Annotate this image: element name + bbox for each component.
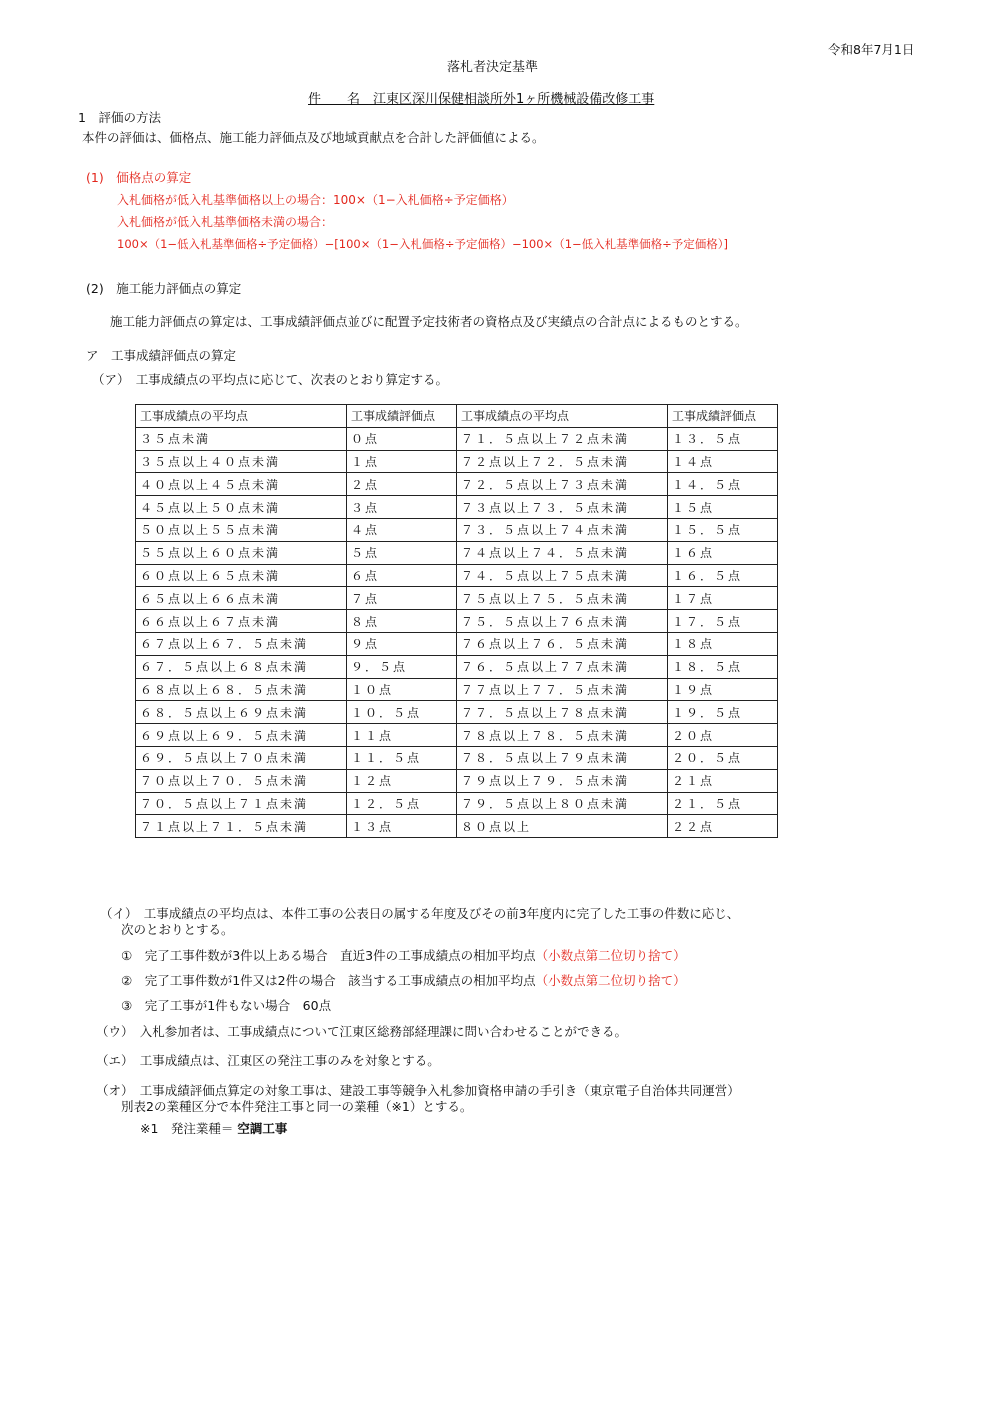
table-cell: ７１点以上７１．５点未満 (136, 815, 347, 838)
table-cell: １８．５点 (668, 655, 778, 678)
table-cell: １６．５点 (668, 564, 778, 587)
industry-note-label: ※1 発注業種＝ (140, 1121, 234, 1136)
table-cell: １９点 (668, 678, 778, 701)
table-row (136, 678, 778, 701)
score-table-body (136, 405, 778, 838)
table-row (136, 655, 778, 678)
case-1 (121, 948, 686, 964)
table-cell: ３点 (347, 496, 457, 519)
table-cell: ７５．５点以上７６点未満 (457, 610, 668, 633)
table-cell: １４．５点 (668, 473, 778, 496)
table-cell: ５点 (347, 541, 457, 564)
table-cell: ４点 (347, 518, 457, 541)
table-cell: ６９．５点以上７０点未満 (136, 746, 347, 769)
table-cell: ６点 (347, 564, 457, 587)
table-row (136, 541, 778, 564)
table-cell: ７９．５点以上８０点未満 (457, 792, 668, 815)
evaluation-intro: 本件の評価は、価格点、施工能力評価点及び地域貢献点を合計した評価値による。 (82, 130, 545, 145)
table-row (136, 564, 778, 587)
table-cell: ２０．５点 (668, 746, 778, 769)
table-row (136, 769, 778, 792)
subject-line: 件 名 江東区深川保健相談所外1ヶ所機械設備改修工事 (308, 92, 655, 107)
table-cell: ５５点以上６０点未満 (136, 541, 347, 564)
table-cell: ４５点以上５０点未満 (136, 496, 347, 519)
table-cell: １３点 (347, 815, 457, 838)
table-cell: ６７点以上６７．５点未満 (136, 632, 347, 655)
document-date: 令和8年7月1日 (828, 42, 915, 57)
table-cell: ５０点以上５５点未満 (136, 518, 347, 541)
table-cell: ９．５点 (347, 655, 457, 678)
table-cell: ７４．５点以上７５点未満 (457, 564, 668, 587)
industry-note-value: 空調工事 (237, 1121, 288, 1136)
table-cell: ７点 (347, 587, 457, 610)
table-cell: ７７点以上７７．５点未満 (457, 678, 668, 701)
section-u: （ウ） 入札参加者は、工事成績点について江東区総務部経理課に問い合わせることができる。 (96, 1024, 628, 1039)
price-formula-3: 100×（1−低入札基準価格÷予定価格）−[100×（1−入札価格÷予定価格）−100×（1−低入札基準価格÷予定価格）] (117, 237, 729, 251)
table-cell: １７点 (668, 587, 778, 610)
table-row (136, 815, 778, 838)
price-heading: (1) 価格点の算定 (86, 170, 192, 185)
table-cell: ７４点以上７４．５点未満 (457, 541, 668, 564)
table-row (136, 724, 778, 747)
table-cell: ７８点以上７８．５点未満 (457, 724, 668, 747)
table-row (136, 746, 778, 769)
table-cell: ７５点以上７５．５点未満 (457, 587, 668, 610)
table-cell: ３５点未満 (136, 427, 347, 450)
table-cell: ２２点 (668, 815, 778, 838)
table-cell: １０．５点 (347, 701, 457, 724)
table-cell: ６６点以上６７点未満 (136, 610, 347, 633)
header-cell: 工事成績評価点 (347, 405, 457, 428)
table-cell: ８点 (347, 610, 457, 633)
table-cell: ３５点以上４０点未満 (136, 450, 347, 473)
table-row (136, 701, 778, 724)
table-cell: ９点 (347, 632, 457, 655)
table-cell: １５点 (668, 496, 778, 519)
section-o-line-1: （オ） 工事成績評価点算定の対象工事は、建設工事等競争入札参加資格申請の手引き（東京電子自治体共同運営） (96, 1083, 740, 1098)
section-o-line-2: 別表2の業種区分で本件発注工事と同一の業種（※1）とする。 (121, 1099, 473, 1114)
table-cell: １２．５点 (347, 792, 457, 815)
table-cell: １６点 (668, 541, 778, 564)
table-cell: ２１点 (668, 769, 778, 792)
table-cell: ７３点以上７３．５点未満 (457, 496, 668, 519)
table-row (136, 450, 778, 473)
table-cell: ７０点以上７０．５点未満 (136, 769, 347, 792)
table-cell: １点 (347, 450, 457, 473)
table-cell: １１．５点 (347, 746, 457, 769)
table-row (136, 587, 778, 610)
table-cell: １１点 (347, 724, 457, 747)
header-cell: 工事成績点の平均点 (457, 405, 668, 428)
section-e: （エ） 工事成績点は、江東区の発注工事のみを対象とする。 (96, 1053, 440, 1068)
table-cell: ０点 (347, 427, 457, 450)
table-cell: ７６．５点以上７７点未満 (457, 655, 668, 678)
table-cell: ６８点以上６８．５点未満 (136, 678, 347, 701)
case-2 (121, 973, 686, 989)
table-cell: ２１．５点 (668, 792, 778, 815)
table-cell: １０点 (347, 678, 457, 701)
table-cell: ７０．５点以上７１点未満 (136, 792, 347, 815)
score-table (135, 404, 778, 838)
section-i-line-2: 次のとおりとする。 (121, 922, 234, 937)
table-cell: ７８．５点以上７９点未満 (457, 746, 668, 769)
price-formula-1: 入札価格が低入札基準価格以上の場合：100×（1−入札価格÷予定価格） (117, 193, 514, 207)
table-cell: ７９点以上７９．５点未満 (457, 769, 668, 792)
table-row (136, 427, 778, 450)
table-cell: ４０点以上４５点未満 (136, 473, 347, 496)
section-a-sub: （ア） 工事成績点の平均点に応じて、次表のとおり算定する。 (92, 372, 449, 387)
table-cell: ６０点以上６５点未満 (136, 564, 347, 587)
capability-text: 施工能力評価点の算定は、工事成績評価点並びに配置予定技術者の資格点及び実績点の合計点によるものとする。 (110, 314, 748, 329)
table-cell: １３．５点 (668, 427, 778, 450)
header-cell: 工事成績評価点 (668, 405, 778, 428)
case-1-note: （小数点第二位切り捨て） (535, 948, 686, 963)
table-row (136, 610, 778, 633)
table-cell: １４点 (668, 450, 778, 473)
table-cell: １５．５点 (668, 518, 778, 541)
header-cell: 工事成績点の平均点 (136, 405, 347, 428)
table-cell: ６５点以上６６点未満 (136, 587, 347, 610)
table-cell: ７７．５点以上７８点未満 (457, 701, 668, 724)
table-row (136, 473, 778, 496)
section-1-heading: 1 評価の方法 (78, 110, 161, 125)
table-cell: １２点 (347, 769, 457, 792)
case-2-note: （小数点第二位切り捨て） (535, 973, 686, 988)
industry-note (140, 1121, 287, 1137)
case-3: ③ 完了工事が1件もない場合 60点 (121, 998, 332, 1013)
table-cell: ６７．５点以上６８点未満 (136, 655, 347, 678)
table-cell: ７３．５点以上７４点未満 (457, 518, 668, 541)
table-cell: ６８．５点以上６９点未満 (136, 701, 347, 724)
table-cell: ２０点 (668, 724, 778, 747)
table-cell: １７．５点 (668, 610, 778, 633)
table-cell: ６９点以上６９．５点未満 (136, 724, 347, 747)
table-cell: ７１．５点以上７２点未満 (457, 427, 668, 450)
table-cell: １８点 (668, 632, 778, 655)
price-formula-2: 入札価格が低入札基準価格未満の場合： (117, 215, 334, 229)
capability-heading: (2) 施工能力評価点の算定 (86, 281, 242, 296)
section-a-heading: ア 工事成績評価点の算定 (86, 348, 237, 363)
table-cell: ８０点以上 (457, 815, 668, 838)
table-row (136, 518, 778, 541)
document-title: 落札者決定基準 (447, 60, 539, 75)
table-cell: ７２点以上７２．５点未満 (457, 450, 668, 473)
case-2-text: ② 完了工事件数が1件又は2件の場合 該当する工事成績点の相加平均点 (121, 973, 536, 988)
table-row (136, 632, 778, 655)
table-row (136, 792, 778, 815)
table-cell: ７６点以上７６．５点未満 (457, 632, 668, 655)
table-cell: ７２．５点以上７３点未満 (457, 473, 668, 496)
table-cell: ２点 (347, 473, 457, 496)
section-i-line-1: （イ） 工事成績点の平均点は、本件工事の公表日の属する年度及びその前3年度内に完了した工事の件数に応じ、 (100, 906, 740, 921)
table-header-row (136, 405, 778, 428)
table-row (136, 496, 778, 519)
table-cell: １９．５点 (668, 701, 778, 724)
case-1-text: ① 完了工事件数が3件以上ある場合 直近3件の工事成績点の相加平均点 (121, 948, 536, 963)
